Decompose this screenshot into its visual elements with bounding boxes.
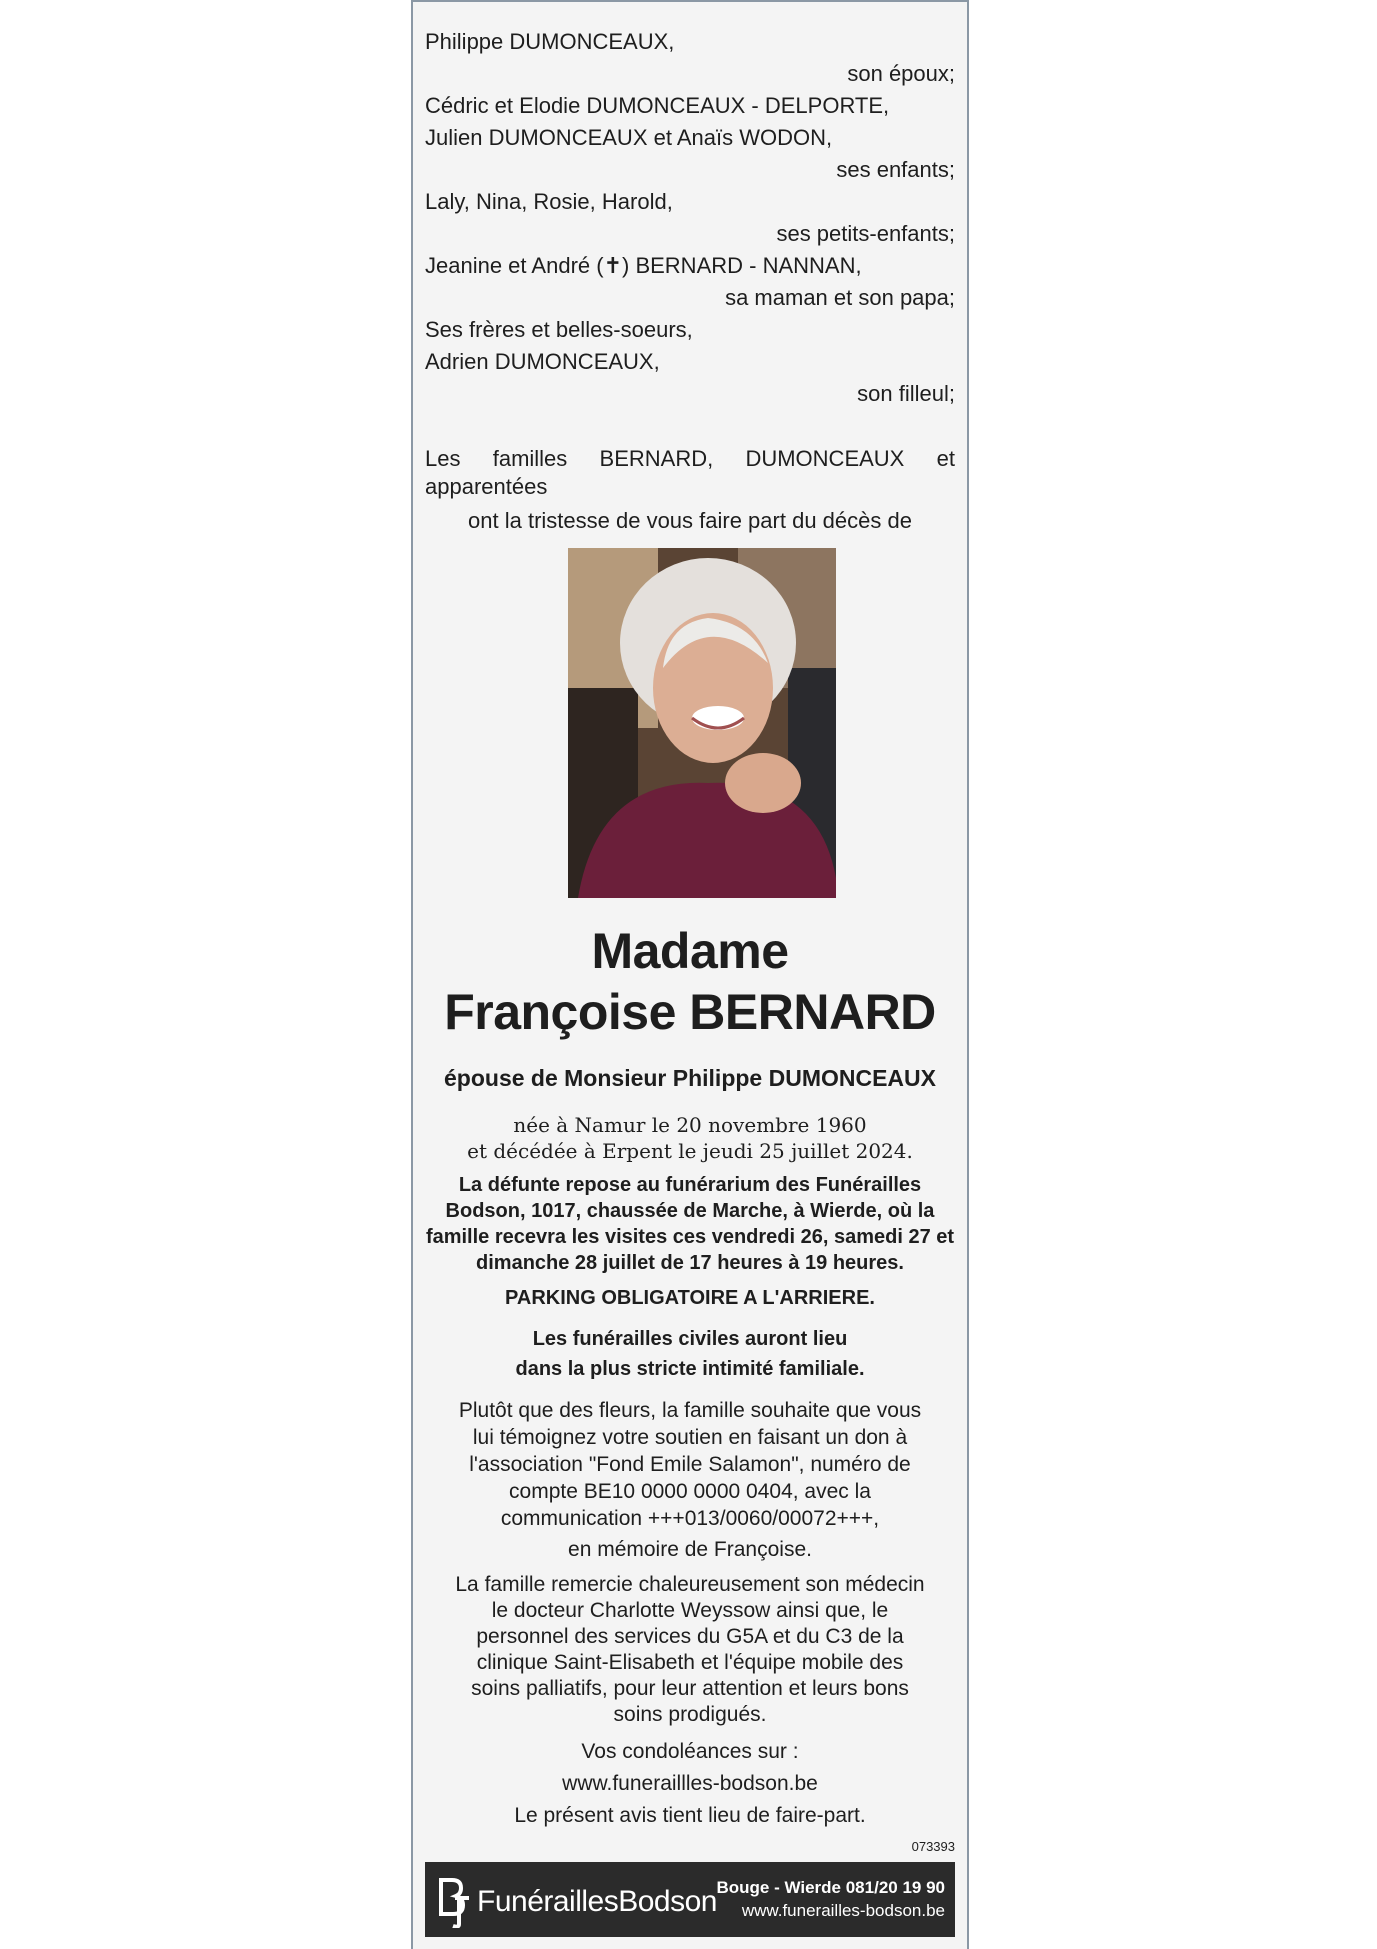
date-line: née à Namur le 20 novembre 1960 [513,1113,867,1137]
obituary-notice [411,0,969,1949]
notice-disclaimer: Le présent avis tient lieu de faire-part. [514,1804,866,1827]
family-line: Cédric et Elodie DUMONCEAUX - DELPORTE, [425,93,890,118]
donation-line: communication +++013/0060/00072+++, [500,1507,880,1530]
family-line: Philippe DUMONCEAUX, [425,29,675,54]
families-line [425,445,955,473]
families-line-2: apparentées [425,474,548,499]
family-line: ses enfants; [836,157,955,182]
families-word: BERNARD, [599,446,714,471]
contact-info [716,1876,945,1922]
location-phone: Bouge - Wierde 081/20 19 90 [716,1878,945,1897]
condolences-link[interactable]: www.funeraillles-bodson.be [562,1772,818,1795]
parking-notice: PARKING OBLIGATOIRE A L'ARRIERE. [505,1287,875,1309]
family-line: Adrien DUMONCEAUX, [425,349,660,374]
date-line: et décédée à Erpent le jeudi 25 juillet 2024. [467,1139,913,1163]
visitation-line: La défunte repose au funérarium des Funérailles [458,1174,922,1196]
visitation-info [425,1172,955,1276]
funeral-line: Les funérailles civiles auront lieu [532,1328,848,1350]
visitation-line: famille recevra les visites ces vendredi 26, samedi 27 et [425,1226,955,1248]
thanks-line: personnel des services du G5A et du C3 de la [476,1625,904,1648]
families-word: familles [492,446,568,471]
visitation-line: Bodson, 1017, chaussée de Marche, à Wierde, où la [445,1200,935,1222]
family-line: son filleul; [857,381,955,406]
families-word: et [936,446,955,471]
families-announcement [425,445,955,535]
family-line: ses petits-enfants; [776,221,955,246]
thanks-line: soins prodigués. [613,1703,767,1726]
thanks-line: La famille remercie chaleureusement son médecin [455,1573,925,1596]
birth-death-dates [425,1112,955,1164]
family-line: Julien DUMONCEAUX et Anaïs WODON, [425,125,833,150]
family-line: sa maman et son papa; [725,285,955,310]
website-link[interactable]: www.funerailles-bodson.be [741,1901,945,1920]
thanks-line: clinique Saint-Elisabeth et l'équipe mobile des [476,1651,904,1674]
donation-line: l'association "Fond Emile Salamon", numéro de [469,1453,911,1476]
family-list [425,26,955,410]
reference-number: 073393 [911,1839,955,1854]
acknowledgements [425,1572,955,1728]
donation-line: en mémoire de Françoise. [568,1538,812,1561]
families-word: DUMONCEAUX [745,446,905,471]
condolences-label: Vos condoléances sur : [581,1740,799,1763]
condolences-block [425,1736,955,1832]
bodson-logo-icon [435,1874,475,1928]
thanks-line: soins palliatifs, pour leur attention et leurs bons [471,1677,909,1700]
family-line: son époux; [847,61,955,86]
announcement-intro: ont la tristesse de vous faire part du décès de [468,508,912,533]
funeral-home-banner [425,1862,955,1937]
family-line: Laly, Nina, Rosie, Harold, [425,189,673,214]
donation-line: Plutôt que des fleurs, la famille souhaite que vous [458,1399,922,1422]
donation-line: compte BE10 0000 0000 0404, avec la [509,1480,871,1503]
portrait-photo [568,548,836,898]
deceased-spouse: épouse de Monsieur Philippe DUMONCEAUX [444,1065,936,1091]
donation-request [425,1397,955,1563]
donation-line: lui témoignez votre soutien en faisant un don à [472,1426,908,1449]
family-line: Ses frères et belles-soeurs, [425,317,693,342]
funeral-line: dans la plus stricte intimité familiale. [515,1358,865,1380]
deceased-name: Françoise BERNARD [444,984,936,1040]
family-line: Jeanine et André (✝) BERNARD - NANNAN, [425,253,862,278]
thanks-line: le docteur Charlotte Weyssow ainsi que, le [491,1599,889,1622]
visitation-line: dimanche 28 juillet de 17 heures à 19 heures. [476,1252,904,1274]
brand-name: FunéraillesBodson [477,1885,717,1918]
families-word: Les [425,446,461,471]
funeral-notice [425,1324,955,1384]
portrait-image [568,548,836,898]
deceased-title: Madame [591,923,789,979]
